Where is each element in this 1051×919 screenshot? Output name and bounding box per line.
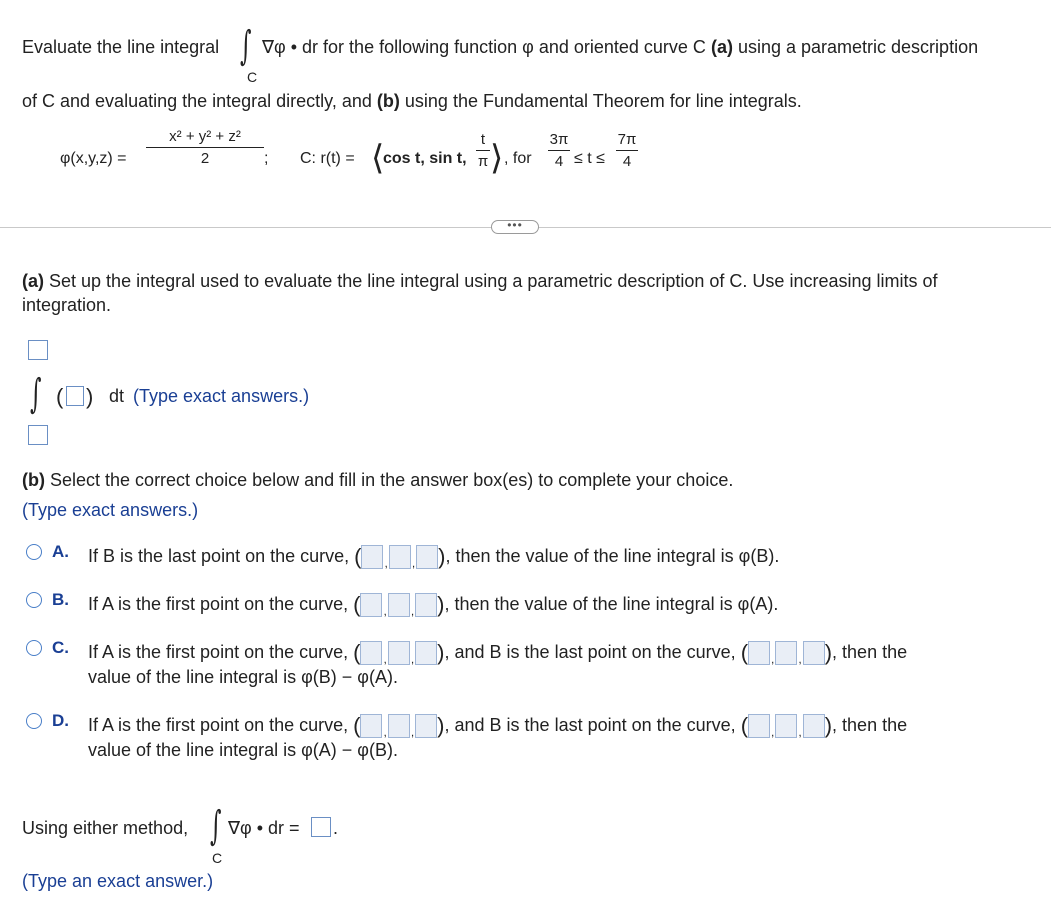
- part-b-label: (b): [22, 470, 45, 490]
- integrand-text: ∇φ • dr: [262, 37, 319, 57]
- point-b-y-input[interactable]: [775, 641, 797, 665]
- point-b-x-input[interactable]: [748, 641, 770, 665]
- phi-lhs: φ(x,y,z) =: [60, 150, 127, 167]
- t-high-fraction: [616, 131, 638, 170]
- option-c-mid: , and B is the last point on the curve,: [444, 641, 736, 662]
- point-b-paren-open: (: [740, 713, 749, 738]
- option-b-post: , then the value of the line integral is φ(A).: [444, 593, 779, 614]
- option-a-post: , then the value of the line integral is φ(B).: [445, 545, 780, 566]
- option-a-letter: A.: [52, 542, 69, 561]
- option-c-text: If A is the first point on the curve, ( , , ), and B is the last point on the curve, ( , , ), then the: [88, 640, 908, 666]
- question-mid: for the following function φ and oriented curve C: [323, 37, 706, 57]
- option-a-pre: If B is the last point on the curve,: [88, 545, 350, 566]
- point-b-paren-open: (: [354, 544, 362, 569]
- question-prefix: Evaluate the line integral: [22, 37, 220, 57]
- point-b-x-input[interactable]: [748, 714, 770, 738]
- curve-frac-num: t: [480, 131, 486, 148]
- option-a-radio[interactable]: [26, 544, 42, 560]
- point-b-y-input[interactable]: [775, 714, 797, 738]
- t-high-den: 4: [622, 153, 632, 170]
- final-hint: (Type an exact answer.): [22, 871, 214, 891]
- curve-lhs: C: r(t) =: [300, 150, 355, 167]
- question-line-2: [22, 91, 802, 112]
- question-line2-head: of C and evaluating the integral directly, and: [22, 91, 372, 111]
- upper-limit-input[interactable]: [28, 340, 48, 360]
- final-contour-label: C: [212, 850, 223, 866]
- line-integral-sign: ∫: [240, 23, 252, 69]
- point-a-y-input[interactable]: [388, 641, 410, 665]
- option-b-text: If A is the first point on the curve, ( , , ), then the value of the line integral is φ(A).: [88, 592, 779, 618]
- point-a-x-input[interactable]: [360, 593, 382, 617]
- option-d-radio[interactable]: [26, 713, 42, 729]
- part-b-hint: (Type exact answers.): [22, 500, 199, 520]
- point-a-z-input[interactable]: [415, 593, 437, 617]
- point-b-y-input[interactable]: [389, 545, 411, 569]
- option-c-line2: value of the line integral is φ(B) − φ(A).: [88, 667, 398, 687]
- point-b-paren-open: (: [740, 640, 749, 665]
- point-a-z-input[interactable]: [415, 641, 437, 665]
- t-high-num: 7π: [617, 131, 637, 148]
- point-b-z-input[interactable]: [803, 714, 825, 738]
- option-b-letter: B.: [52, 590, 69, 609]
- option-c-letter: C.: [52, 638, 69, 657]
- final-integrand: ∇φ • dr =: [228, 818, 300, 838]
- final-period: .: [333, 818, 339, 838]
- part-a-prompt-line2: integration.: [22, 295, 112, 315]
- phi-separator: ;: [264, 150, 269, 167]
- part-a-label: (a): [22, 271, 44, 291]
- option-c-post: , then the: [832, 641, 908, 662]
- option-d-pre: If A is the first point on the curve,: [88, 714, 349, 735]
- question-line-1: [22, 37, 219, 58]
- final-answer-input[interactable]: [311, 817, 331, 837]
- integral-sign: ∫: [30, 371, 42, 417]
- point-b-z-input[interactable]: [803, 641, 825, 665]
- point-b-z-input[interactable]: [416, 545, 438, 569]
- part-a-ref: (a): [710, 37, 733, 57]
- phi-fraction: [146, 128, 264, 167]
- point-b-paren-close: ): [824, 713, 833, 738]
- angle-bracket-left: ⟨: [371, 138, 385, 178]
- option-d-mid: , and B is the last point on the curve,: [444, 714, 736, 735]
- option-d-letter: D.: [52, 711, 69, 730]
- t-low-fraction: [548, 131, 570, 170]
- point-a-x-input[interactable]: [360, 641, 382, 665]
- point-a-x-input[interactable]: [360, 714, 382, 738]
- part-a-prompt: [22, 271, 938, 292]
- part-a-prompt-text: Set up the integral used to evaluate the line integral using a parametric description of C. Use increasing limits of: [49, 271, 938, 291]
- phi-denominator: 2: [200, 150, 210, 167]
- dt-text: dt: [109, 386, 125, 406]
- curve-frac-den: π: [477, 153, 489, 170]
- question-tail: using a parametric description: [737, 37, 979, 57]
- option-c-radio[interactable]: [26, 640, 42, 656]
- point-a-y-input[interactable]: [388, 714, 410, 738]
- point-a-paren-close: ): [437, 713, 445, 738]
- curve-for: , for: [504, 150, 532, 167]
- integrand-input[interactable]: [66, 386, 84, 406]
- question-line2-tail: using the Fundamental Theorem for line integrals.: [404, 91, 802, 111]
- option-d-line2: value of the line integral is φ(A) − φ(B).: [88, 740, 398, 760]
- option-a-text: If B is the last point on the curve, ( , , ), then the value of the line integral is φ(B).: [88, 544, 780, 570]
- part-b-prompt: [22, 470, 733, 491]
- option-b-pre: If A is the first point on the curve,: [88, 593, 349, 614]
- part-a-hint: (Type exact answers.): [133, 386, 310, 406]
- option-d-text: If A is the first point on the curve, ( , , ), and B is the last point on the curve, ( , , ), then the: [88, 713, 908, 739]
- phi-numerator: x² + y² + z²: [169, 128, 241, 145]
- point-a-paren-close: ): [437, 640, 445, 665]
- contour-label: C: [247, 69, 258, 85]
- integrand-paren-open: (: [56, 384, 64, 409]
- point-a-paren-open: (: [353, 592, 361, 617]
- angle-bracket-right: ⟩: [490, 138, 504, 178]
- point-a-paren-open: (: [353, 640, 361, 665]
- question-line-1-rest: [262, 37, 978, 58]
- point-b-paren-close: ): [438, 544, 446, 569]
- t-low-num: 3π: [549, 131, 569, 148]
- curve-t-fraction: [476, 131, 490, 170]
- point-a-z-input[interactable]: [415, 714, 437, 738]
- point-b-x-input[interactable]: [361, 545, 383, 569]
- point-a-paren-open: (: [353, 713, 361, 738]
- t-inequality: ≤ t ≤: [574, 150, 605, 167]
- curve-components: cos t, sin t,: [383, 150, 467, 167]
- t-low-den: 4: [554, 153, 564, 170]
- point-a-paren-close: ): [437, 592, 445, 617]
- point-a-y-input[interactable]: [388, 593, 410, 617]
- integrand-paren-close: ): [86, 384, 94, 409]
- option-d-post: , then the: [832, 714, 908, 735]
- more-button[interactable]: •••: [491, 220, 539, 234]
- part-b-ref: (b): [376, 91, 400, 111]
- part-b-prompt-text: Select the correct choice below and fill in the answer box(es) to complete your choice.: [50, 470, 734, 490]
- final-prefix: Using either method,: [22, 818, 189, 838]
- lower-limit-input[interactable]: [28, 425, 48, 445]
- final-integral-sign: ∫: [210, 803, 222, 849]
- point-b-paren-close: ): [824, 640, 833, 665]
- option-b-radio[interactable]: [26, 592, 42, 608]
- option-c-pre: If A is the first point on the curve,: [88, 641, 349, 662]
